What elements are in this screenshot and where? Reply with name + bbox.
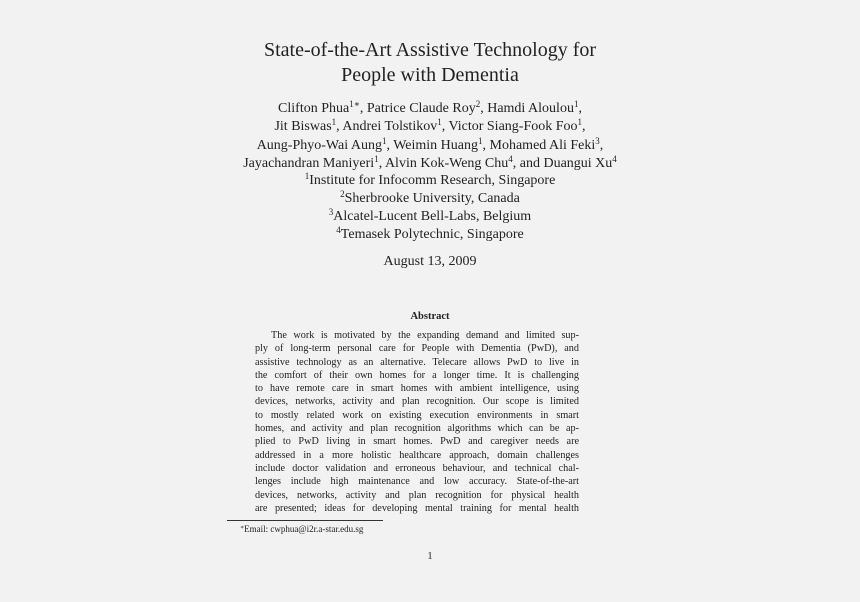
affiliation-line <box>0 208 860 226</box>
author-affil-marker: 1 <box>331 117 337 128</box>
author-line: Aung-Phyo-Wai Aung$^1$, Weimin Huang$^1$, Mohamed Ali Feki$^3$, <box>256 135 604 153</box>
footnote-marker: ∗ <box>240 525 245 531</box>
author-name: Alvin Kok-Weng Chu <box>384 156 509 172</box>
author-affil-marker: 3 <box>595 135 600 146</box>
paper-date: August 13, 2009 <box>383 254 477 269</box>
paper-title <box>0 38 860 88</box>
author-affil-marker: 1 <box>381 135 387 146</box>
author-name: Aung-Phyo-Wai Aung <box>256 137 382 153</box>
abstract-line: to have remote care in smart homes with ambient intelligence, using <box>255 383 579 395</box>
author-line: Clifton Phua$^{1∗}$, Patrice Claude Roy$^2$, Hamdi Aloulou$^1$, <box>278 99 582 116</box>
affiliation-text: Sherbrooke University, Canada <box>344 191 520 206</box>
author-line: Jit Biswas$^1$, Andrei Tolstikov$^1$, Victor Siang-Fook Foo$^1$, <box>274 117 586 135</box>
affiliation-list <box>0 172 860 244</box>
title-line-2: People with Dementia <box>341 64 519 86</box>
author-affil-marker: 1∗ <box>349 99 360 109</box>
footnote <box>240 524 363 534</box>
author-name: Andrei Tolstikov <box>342 119 438 135</box>
author-affil-marker: 1 <box>437 117 442 128</box>
abstract-line: devices, networks, activity and plan recognition. Our scope is limited <box>255 396 579 408</box>
author-name: Patrice Claude Roy <box>366 101 476 116</box>
abstract-line: are presented; ideas for developing mental training for mental health <box>255 502 579 514</box>
abstract-line: the comfort of their own homes for a longer time. It is challenging <box>255 369 579 381</box>
page-number: 1 <box>427 551 433 562</box>
affiliation-line <box>0 190 860 208</box>
footnote-text: Email: cwphua@i2r.a-star.edu.sg <box>244 524 364 534</box>
abstract-line: assistive technology as an alternative. Telecare allows PwD to live in <box>255 356 579 368</box>
author-affil-marker: 4 <box>508 154 513 165</box>
abstract-line: lenges include high maintenance and low accuracy. State-of-the-art <box>255 476 579 488</box>
abstract-body <box>255 329 579 515</box>
author-affil-marker: 1 <box>478 135 483 146</box>
affiliation-text: Temasek Polytechnic, Singapore <box>340 227 524 242</box>
author-name: Clifton Phua <box>278 101 350 116</box>
abstract-line: ply of long-term personal care for People with Dementia (PwD), and <box>255 343 579 355</box>
author-affil-marker: 4 <box>612 154 617 165</box>
author-affil-marker: 1 <box>577 117 583 128</box>
author-name: Hamdi Aloulou <box>487 101 574 116</box>
author-name: Mohamed Ali Feki <box>489 137 596 153</box>
abstract-line: homes, and activity and plan recognition algorithms which can be ap- <box>255 423 579 435</box>
author-line: Jayachandran Maniyeri$^1$, Alvin Kok-Weng Chu$^4$, and Duangui Xu$^4$ <box>243 154 617 172</box>
abstract-line: The work is motivated by the expanding demand and limited sup- <box>271 330 579 341</box>
abstract-line: plied to PwD living in smart homes. PwD and caregiver needs are <box>255 436 579 448</box>
author-name: Weimin Huang <box>393 137 479 153</box>
abstract-line: addressed in a more holistic healthcare approach, domain challenges <box>255 449 579 461</box>
author-affil-marker: 1 <box>573 99 579 109</box>
author-affil-marker: 1 <box>374 154 379 165</box>
footnote-rule <box>227 520 383 521</box>
author-name: Victor Siang-Fook Foo <box>448 119 578 135</box>
author-conjunction: and <box>519 156 540 172</box>
abstract-line: to mostly related work on existing execution environments in smart <box>255 409 579 421</box>
abstract-line: devices, networks, activity and plan recognition for physical health <box>255 489 579 501</box>
author-affil-marker: 2 <box>475 99 481 109</box>
affiliation-marker: 2 <box>340 189 345 199</box>
abstract-line: include doctor validation and erroneous behaviour, and technical chal- <box>255 462 579 474</box>
author-name: Jayachandran Maniyeri <box>243 156 375 172</box>
title-line-1: State-of-the-Art Assistive Technology for <box>263 39 597 61</box>
author-list <box>0 100 860 174</box>
affiliation-text: Alcatel-Lucent Bell-Labs, Belgium <box>333 209 532 224</box>
affiliation-marker: 3 <box>328 207 334 217</box>
affiliation-marker: 1 <box>304 171 310 181</box>
affiliation-line <box>0 226 860 244</box>
author-name: Jit Biswas <box>274 119 332 135</box>
affiliation-text: Institute for Infocomm Research, Singapore <box>309 173 556 188</box>
affiliation-line <box>0 172 860 190</box>
author-name: Duangui Xu <box>543 156 613 172</box>
abstract-heading: Abstract <box>410 311 450 322</box>
affiliation-marker: 4 <box>336 225 341 235</box>
